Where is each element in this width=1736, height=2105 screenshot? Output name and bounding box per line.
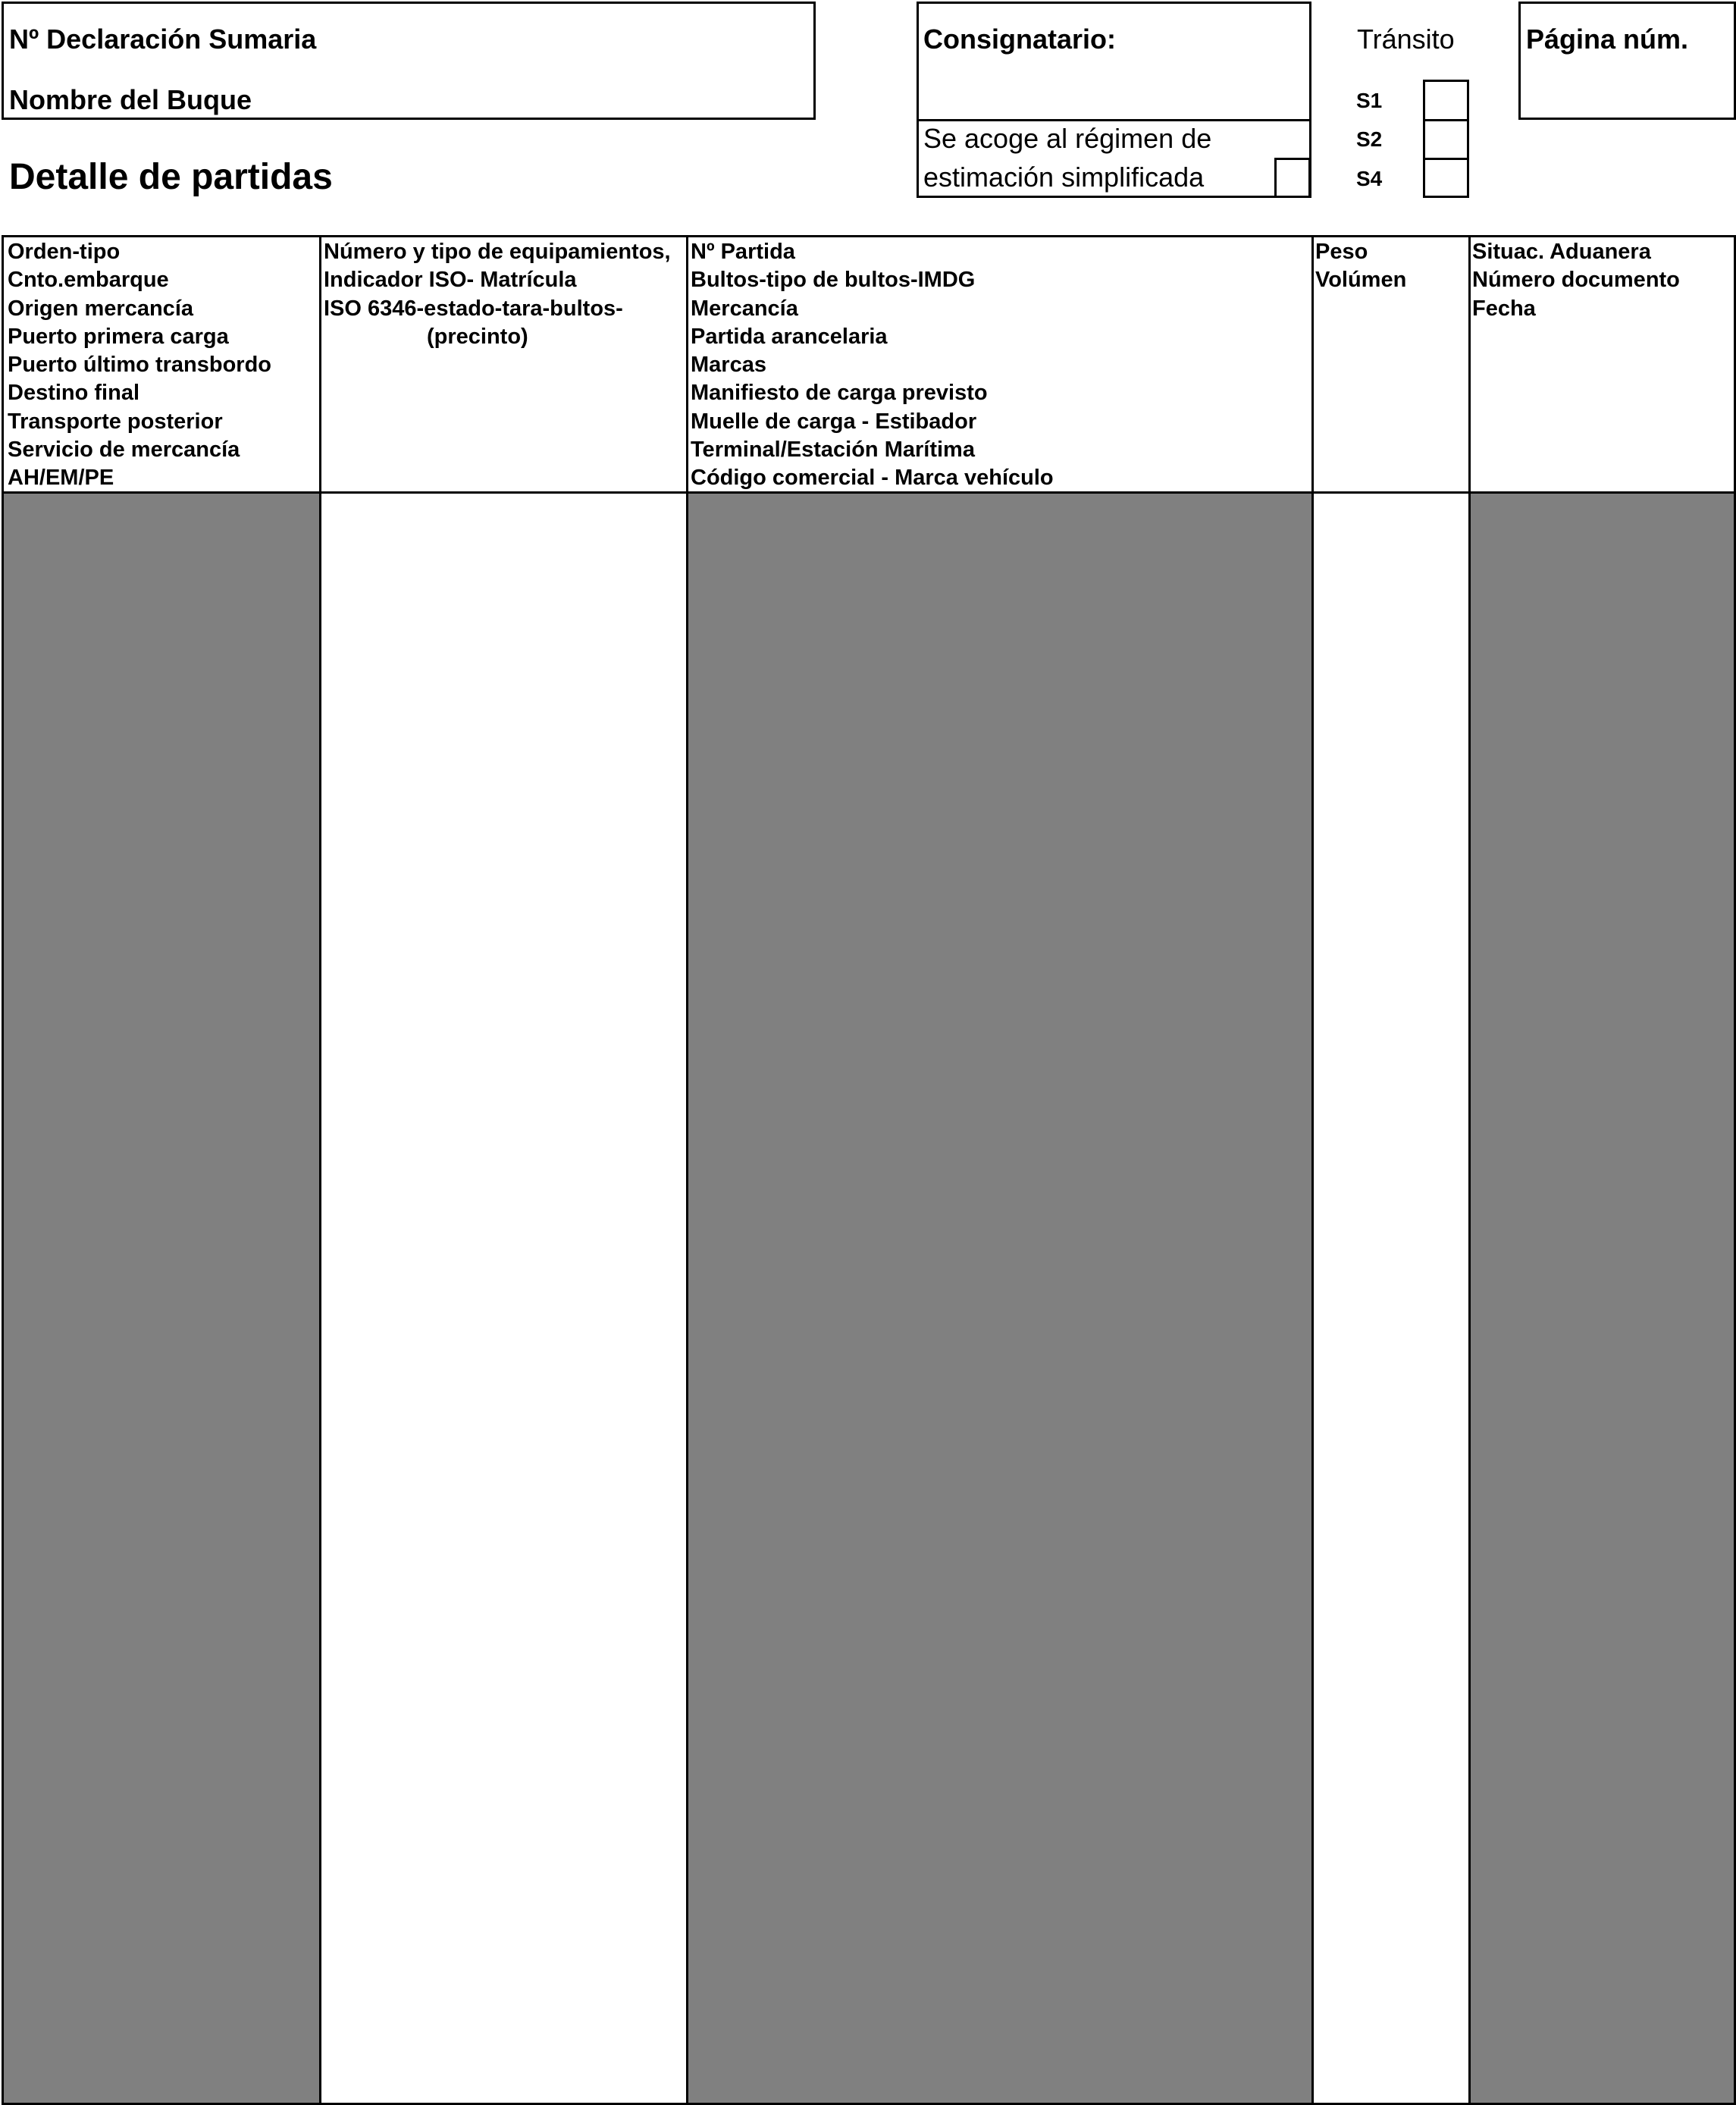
transito-s4-checkbox[interactable] xyxy=(1423,158,1469,198)
table-body-cell-peso[interactable] xyxy=(1311,491,1471,2105)
detail-table xyxy=(2,235,1736,2105)
transito-s4-label: S4 xyxy=(1356,167,1383,190)
transito-s1-checkbox[interactable] xyxy=(1423,80,1469,121)
table-body-cell-partida[interactable] xyxy=(686,491,1314,2105)
estimacion-line-1: Se acoge al régimen de xyxy=(923,123,1212,154)
estimacion-line-2: estimación simplificada xyxy=(923,162,1205,193)
column-header-partida: Nº Partida Bultos-tipo de bultos-IMDG Mercancía Partida arancelaria Marcas Manifiesto de carga previsto Muelle de carga - Estibador Terminal/Estación Marítima Código comercial - Marca vehículo xyxy=(691,240,1054,491)
table-body-cell-situacion[interactable] xyxy=(1468,491,1736,2105)
transito-s2-checkbox[interactable] xyxy=(1423,119,1469,160)
consignatario-label: Consignatario: xyxy=(923,24,1117,55)
column-divider xyxy=(686,235,688,494)
column-header-orden: Orden-tipo Cnto.embarque Origen mercancía Puerto primera carga Puerto último transbordo Destino final Transporte posterior Servicio de mercancía AH/EM/PE xyxy=(8,240,271,491)
column-divider xyxy=(319,235,321,494)
column-header-situacion: Situac. Aduanera Número documento Fecha xyxy=(1472,240,1680,321)
buque-label: Nombre del Buque xyxy=(9,84,252,115)
transito-s2-label: S2 xyxy=(1356,127,1383,151)
consignatario-box xyxy=(917,2,1311,121)
table-body-cell-orden[interactable] xyxy=(2,491,321,2105)
pagina-box xyxy=(1518,2,1736,120)
column-header-equipamientos: Número y tipo de equipamientos, Indicador ISO- Matrícula ISO 6346-estado-tara-bultos- (precinto) xyxy=(324,240,671,349)
table-body-cell-equipamientos[interactable] xyxy=(319,491,688,2105)
column-divider xyxy=(1311,235,1314,494)
page-title: Detalle de partidas xyxy=(9,157,333,197)
declaracion-label: Nº Declaración Sumaria xyxy=(9,24,317,55)
column-divider xyxy=(1468,235,1471,494)
estimacion-checkbox[interactable] xyxy=(1274,158,1311,198)
transito-label: Tránsito xyxy=(1357,24,1455,55)
column-header-peso: Peso Volúmen xyxy=(1315,240,1407,293)
transito-s1-label: S1 xyxy=(1356,89,1383,112)
pagina-label: Página núm. xyxy=(1526,24,1689,55)
